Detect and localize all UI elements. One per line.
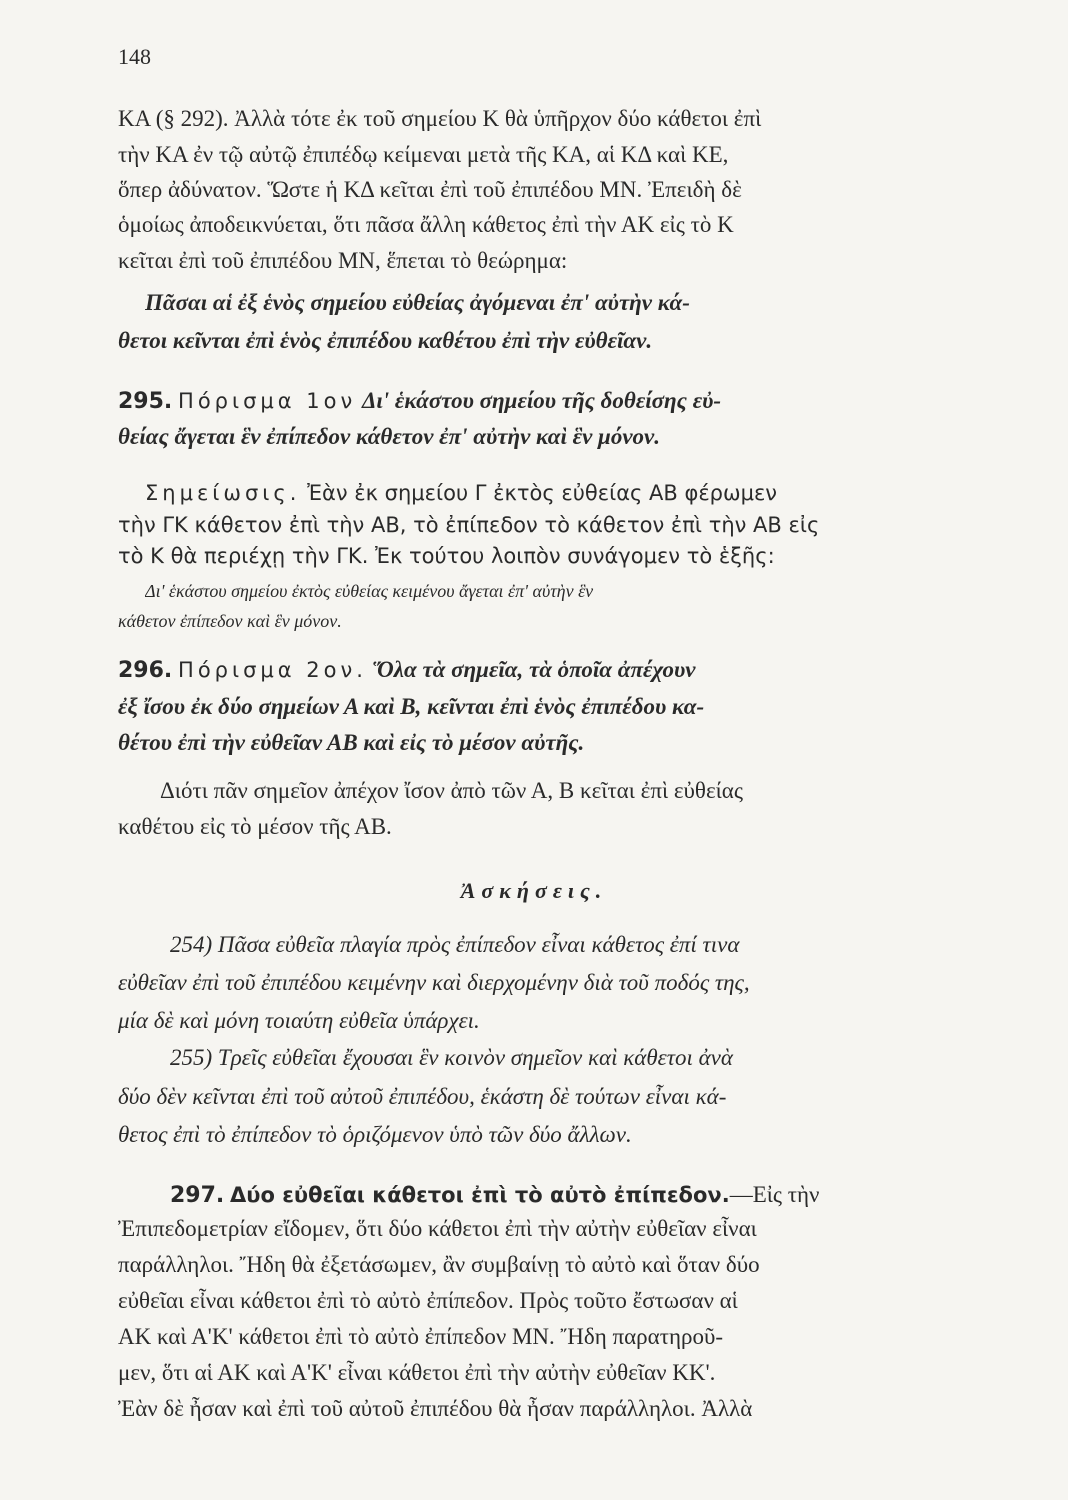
proof-line: καθέτου εἰς τὸ μέσον τῆς ΑΒ. <box>118 814 392 839</box>
body-line: εὐθεῖαι εἶναι κάθετοι ἐπὶ τὸ αὐτὸ ἐπίπεδον. Πρὸς τοῦτο ἔστωσαν αἱ <box>118 1288 738 1313</box>
exercises-heading: Ἀσκήσεις. <box>460 878 608 903</box>
paragraph-line: ΚΑ (§ 292). Ἀλλὰ τότε ἐκ τοῦ σημείου Κ θὰ ὑπῆρχον δύο κάθετοι ἐπὶ <box>118 106 762 131</box>
corollary-text: θέτου ἐπὶ τὴν εὐθεῖαν ΑΒ καὶ εἰς τὸ μέσον αὐτῆς. <box>118 730 585 755</box>
paragraph-line: ὁμοίως ἀποδεικνύεται, ὅτι πᾶσα ἄλλη κάθετος ἐπὶ τὴν ΑΚ εἰς τὸ Κ <box>118 212 734 237</box>
exercise-line: μία δὲ καὶ μόνη τοιαύτη εὐθεῖα ὑπάρχει. <box>118 1008 480 1033</box>
exercise-line: δύο δὲν κεῖνται ἐπὶ τοῦ αὐτοῦ ἐπιπέδου, ἑκάστη δὲ τούτων εἶναι κά- <box>118 1084 727 1109</box>
paragraph-line: κεῖται ἐπὶ τοῦ ἐπιπέδου ΜΝ, ἕπεται τὸ θεώρημα: <box>118 248 568 273</box>
body-line: ΑΚ καὶ Α'Κ' κάθετοι ἐπὶ τὸ αὐτὸ ἐπίπεδον ΜΝ. Ἤδη παρατηροῦ- <box>118 1324 723 1349</box>
note-line: τὸ Κ θὰ περιέχῃ τὴν ΓΚ. Ἐκ τούτου λοιπὸν συνάγομεν τὸ ἑξῆς: <box>118 544 775 568</box>
body-line: Ἐπιπεδομετρίαν εἴδομεν, ὅτι δύο κάθετοι ἐπὶ τὴν αὐτὴν εὐθεῖαν εἶναι <box>118 1216 757 1241</box>
note-text: Ἐὰν ἐκ σημείου Γ ἐκτὸς εὐθείας ΑΒ φέρωμεν <box>307 481 778 505</box>
proof-line: Διότι πᾶν σημεῖον ἀπέχον ἴσον ἀπὸ τῶν Α, Β κεῖται ἐπὶ εὐθείας <box>160 778 743 803</box>
exercise-line: 255) Τρεῖς εὐθεῖαι ἔχουσαι ἓν κοινὸν σημεῖον καὶ κάθετοι ἀνὰ <box>170 1045 733 1070</box>
section-number: 296. <box>118 658 173 683</box>
theorem-line: Πᾶσαι αἱ ἐξ ἑνὸς σημείου εὐθείας ἀγόμεναι ἐπ' αὐτὴν κά- <box>145 290 690 315</box>
corollary-295 <box>118 386 1008 417</box>
corollary-text: ἐξ ἴσου ἐκ δύο σημείων Α καὶ Β, κεῖνται ἐπὶ ἑνὸς ἐπιπέδου κα- <box>118 694 705 719</box>
note-conclusion: κάθετον ἐπίπεδον καὶ ἓν μόνον. <box>118 611 342 631</box>
section-title: Δύο εὐθεῖαι κάθετοι ἐπὶ τὸ αὐτὸ ἐπίπεδον. <box>230 1183 730 1207</box>
note-line: τὴν ΓΚ κάθετον ἐπὶ τὴν ΑΒ, τὸ ἐπίπεδον τὸ κάθετον ἐπὶ τὴν ΑΒ εἰς <box>118 513 820 537</box>
corollary-296 <box>118 655 1008 686</box>
section-number: 297. <box>170 1183 225 1208</box>
exercise-line: θετος ἐπὶ τὸ ἐπίπεδον τὸ ὁριζόμενον ὑπὸ τῶν δύο ἄλλων. <box>118 1122 632 1147</box>
exercise-line: εὐθεῖαν ἐπὶ τοῦ ἐπιπέδου κειμένην καὶ διερχομένην διὰ τοῦ ποδός της, <box>118 970 750 995</box>
body-line: Ἐὰν δὲ ἦσαν καὶ ἐπὶ τοῦ αὐτοῦ ἐπιπέδου θὰ ἦσαν παράλληλοι. Ἀλλὰ <box>118 1396 753 1421</box>
paragraph-line: τὴν ΚΑ ἐν τῷ αὐτῷ ἐπιπέδῳ κείμεναι μετὰ τῆς ΚΑ, αἱ ΚΔ καὶ ΚΕ, <box>118 142 729 167</box>
exercise-line: 254) Πᾶσα εὐθεῖα πλαγία πρὸς ἐπίπεδον εἶναι κάθετος ἐπί τινα <box>170 932 740 957</box>
corollary-text: θείας ἄγεται ἓν ἐπίπεδον κάθετον ἐπ' αὐτὴν καὶ ἓν μόνον. <box>118 424 661 449</box>
note-conclusion: Δι' ἑκάστου σημείου ἐκτὸς εὐθείας κειμένου ἄγεται ἐπ' αὐτὴν ἓν <box>145 581 594 601</box>
note-label: Σημείωσις. <box>145 481 301 505</box>
corollary-label: Πόρισμα 2ον. <box>178 658 367 682</box>
note-line <box>145 478 1035 508</box>
section-297-title <box>170 1180 1060 1211</box>
body-line: μεν, ὅτι αἱ ΑΚ καὶ Α'Κ' εἶναι κάθετοι ἐπὶ τὴν αὐτὴν εὐθεῖαν ΚΚ'. <box>118 1360 716 1385</box>
corollary-text: Ὅλα τὰ σημεῖα, τὰ ὁποῖα ἀπέχουν <box>372 657 696 682</box>
paragraph-line: ὅπερ ἀδύνατον. Ὥστε ἡ ΚΔ κεῖται ἐπὶ τοῦ ἐπιπέδου ΜΝ. Ἐπειδὴ δὲ <box>118 177 742 202</box>
page-number: 148 <box>118 44 151 69</box>
corollary-text: Δι' ἑκάστου σημείου τῆς δοθείσης εὐ- <box>361 388 722 413</box>
section-number: 295. <box>118 389 173 414</box>
section-title-rest: —Εἰς τὴν <box>729 1182 820 1207</box>
body-line: παράλληλοι. Ἤδη θὰ ἐξετάσωμεν, ἂν συμβαίνῃ τὸ αὐτὸ καὶ ὅταν δύο <box>118 1252 760 1277</box>
corollary-label: Πόρισμα 1ον <box>178 389 357 413</box>
theorem-line: θετοι κεῖνται ἐπὶ ἑνὸς ἐπιπέδου καθέτου ἐπὶ τὴν εὐθεῖαν. <box>118 328 653 353</box>
